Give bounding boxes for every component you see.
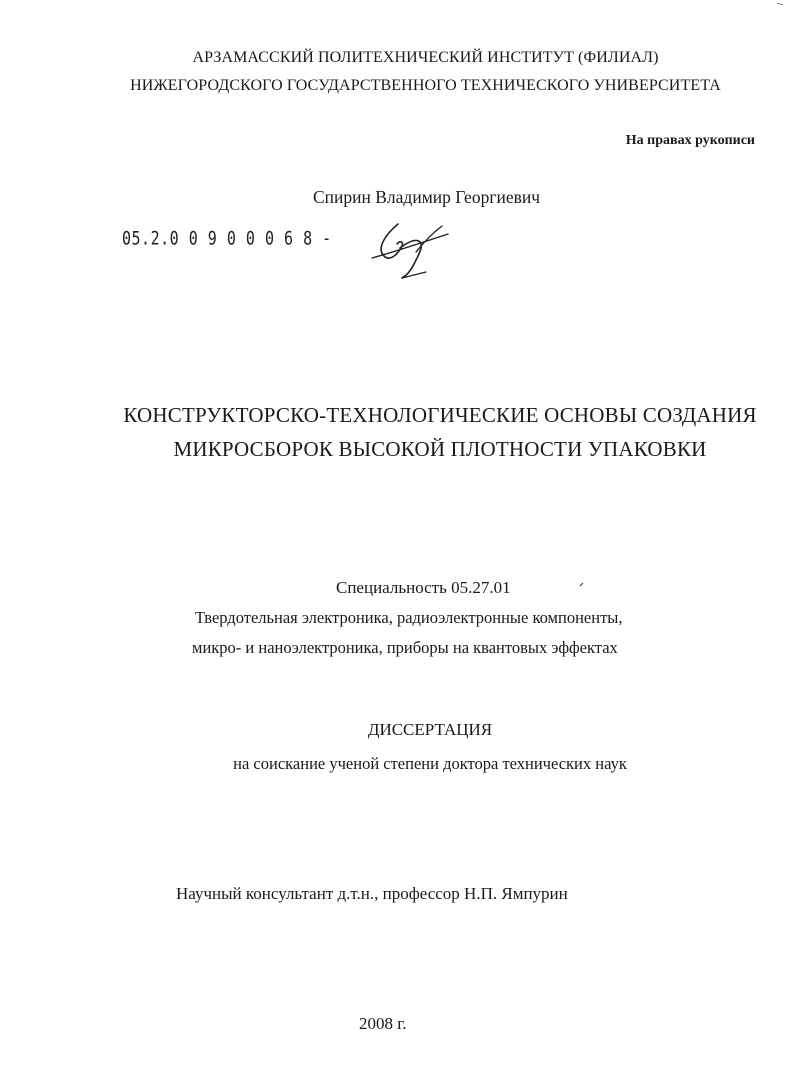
institute-line-1: АРЗАМАССКИЙ ПОЛИТЕХНИЧЕСКИЙ ИНСТИТУТ (ФИЛИАЛ) bbox=[192, 49, 659, 66]
signature-icon bbox=[364, 212, 464, 282]
degree-line: на соискание ученой степени доктора технических наук bbox=[233, 754, 627, 773]
thesis-title-line-2: МИКРОСБОРОК ВЫСОКОЙ ПЛОТНОСТИ УПАКОВКИ bbox=[173, 437, 707, 461]
ink-mark-icon bbox=[579, 582, 584, 587]
manuscript-note: На правах рукописи bbox=[625, 133, 755, 148]
registration-stamp: 05.2.0 0 9 0 0 0 6 8 - bbox=[122, 227, 332, 250]
institute-line-2: НИЖЕГОРОДСКОГО ГОСУДАРСТВЕННОГО ТЕХНИЧЕСКОГО УНИВЕРСИТЕТА bbox=[130, 77, 721, 94]
specialty-code: Специальность 05.27.01 bbox=[336, 578, 511, 597]
specialty-description-line-1: Твердотельная электроника, радиоэлектронные компоненты, bbox=[195, 608, 623, 627]
scientific-consultant: Научный консультант д.т.н., профессор Н.П. Ямпурин bbox=[176, 884, 568, 903]
specialty-description-line-2: микро- и наноэлектроника, приборы на квантовых эффектах bbox=[192, 638, 618, 657]
author-name: Спирин Владимир Георгиевич bbox=[313, 187, 541, 207]
thesis-title-line-1: КОНСТРУКТОРСКО-ТЕХНОЛОГИЧЕСКИЕ ОСНОВЫ СОЗДАНИЯ bbox=[123, 403, 757, 427]
document-type: ДИССЕРТАЦИЯ bbox=[367, 720, 493, 739]
scan-speck-icon bbox=[776, 2, 784, 6]
year: 2008 г. bbox=[359, 1014, 407, 1033]
